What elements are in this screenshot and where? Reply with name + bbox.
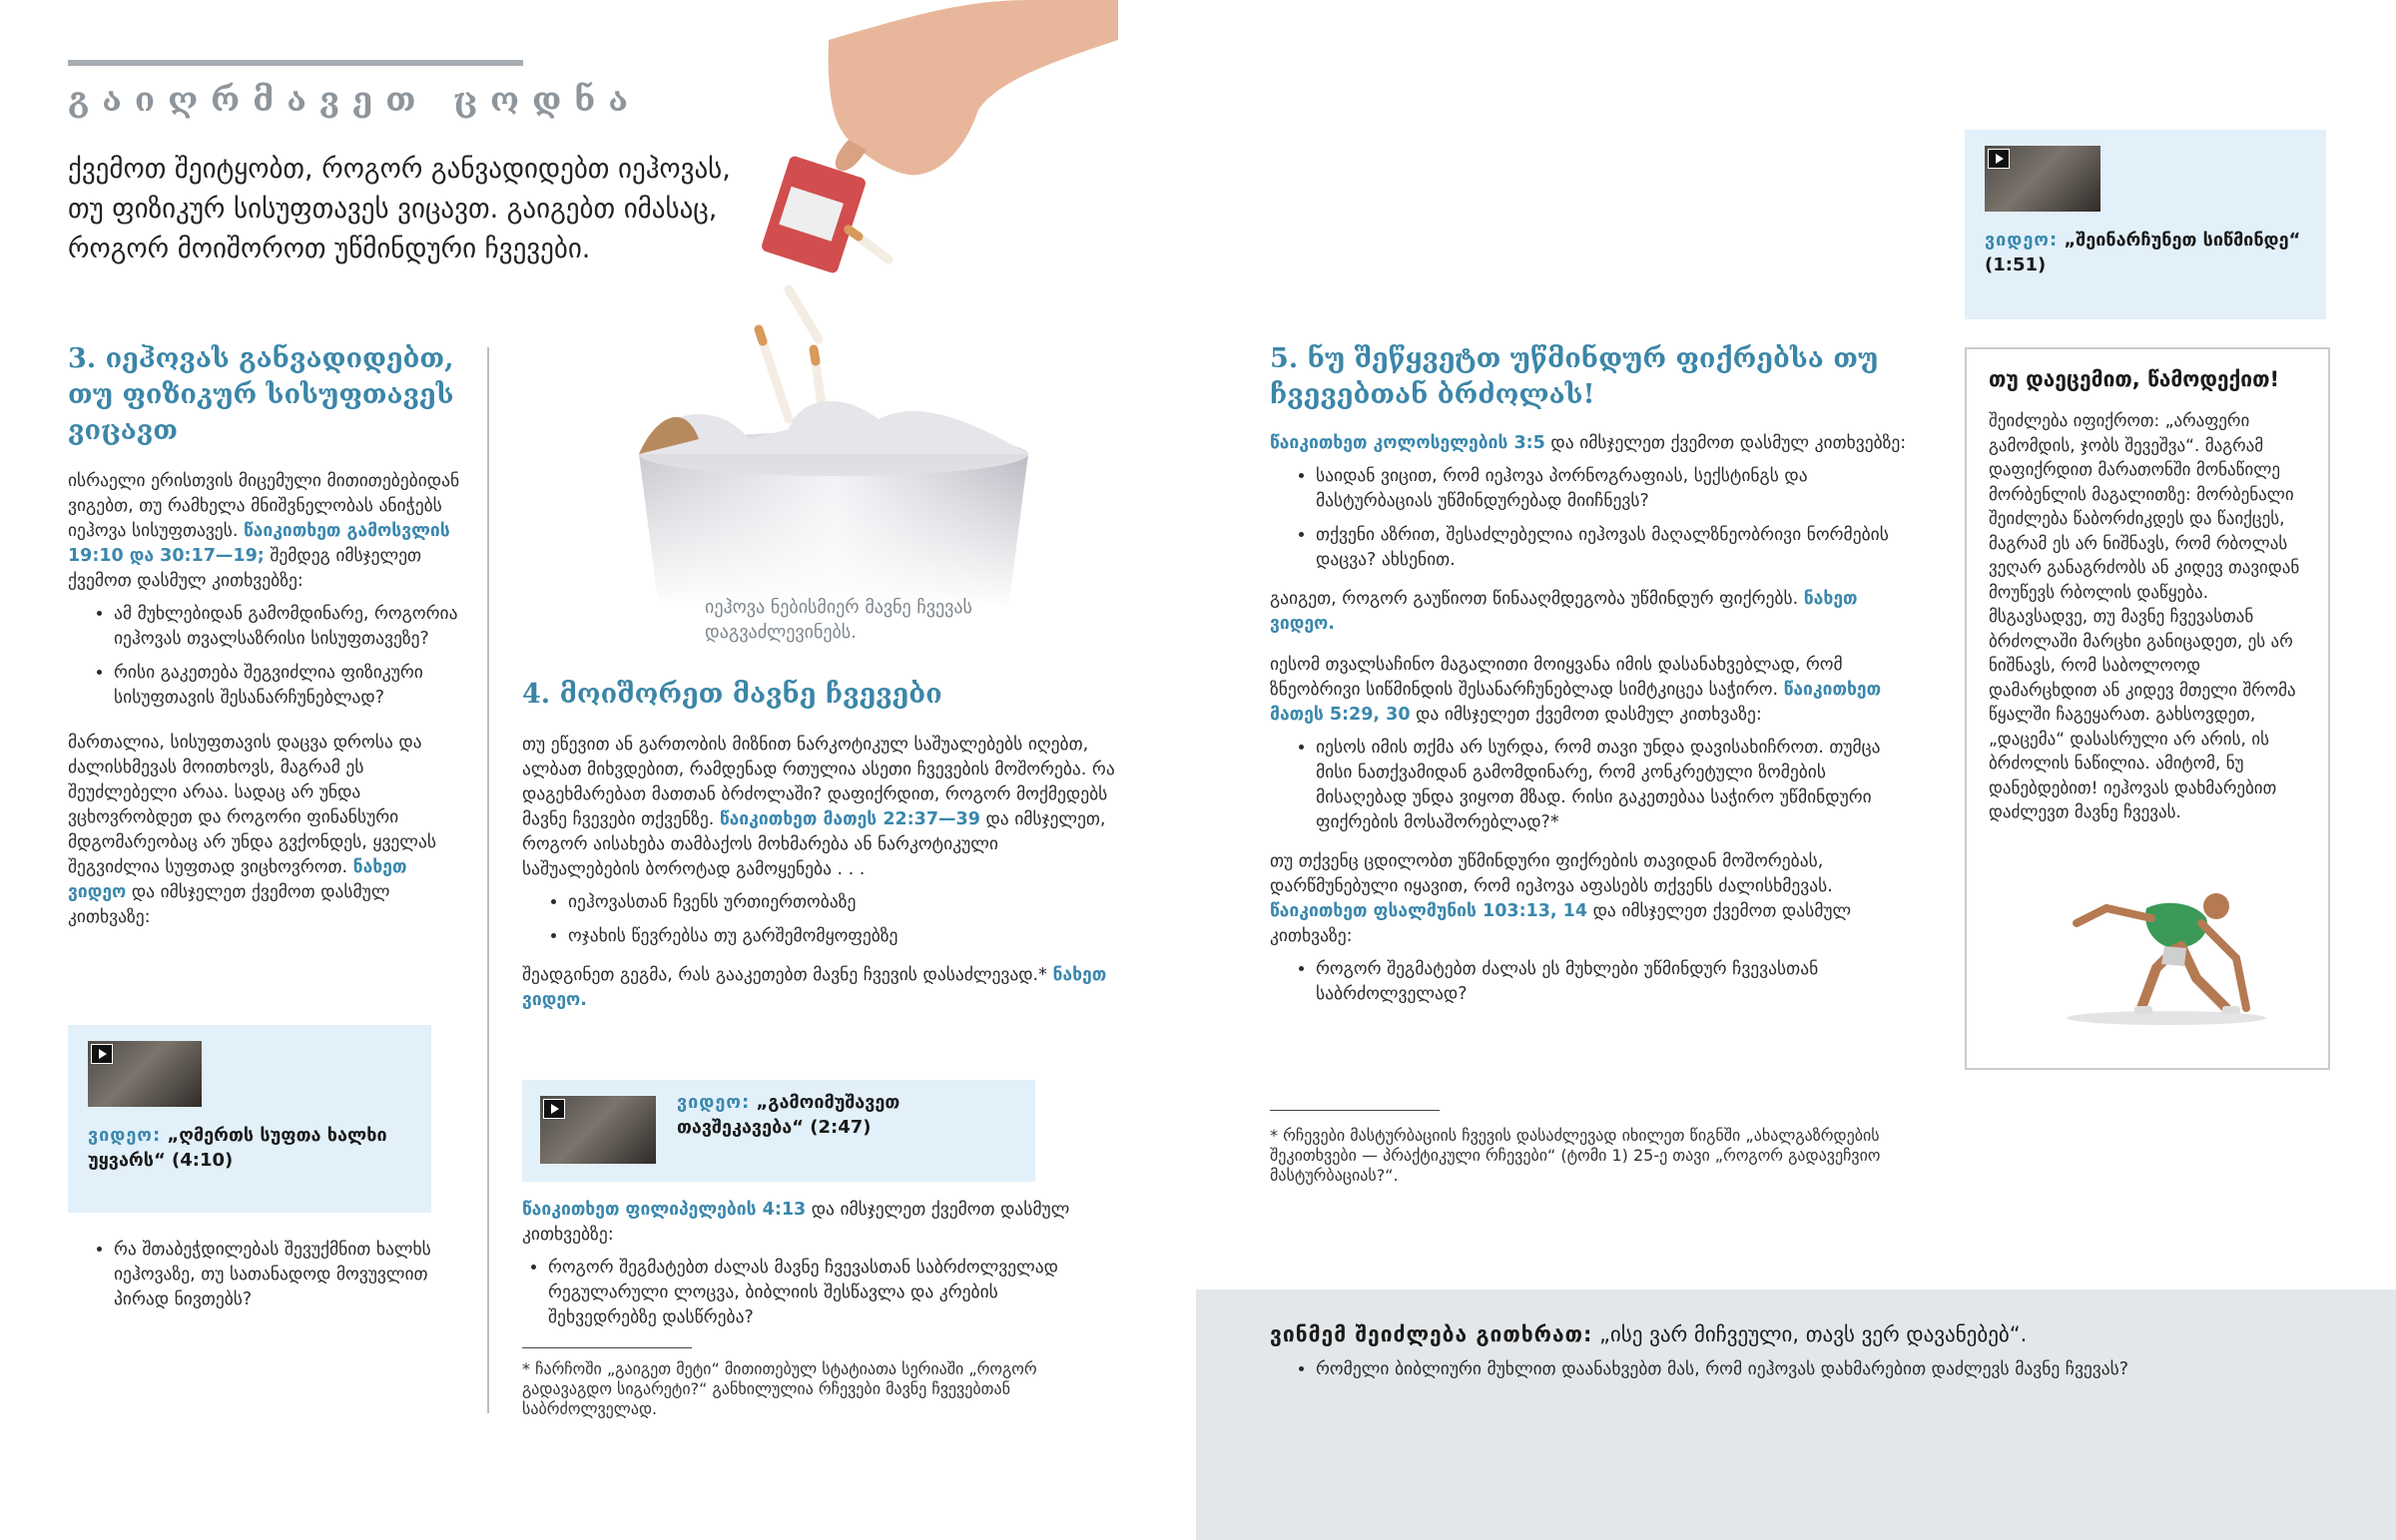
watch-video-link[interactable]: ნახეთ ვიდეო. bbox=[522, 965, 1107, 1010]
video-title: „შეინარჩუნეთ სიწმინდე“ (1:51) bbox=[1985, 230, 2301, 275]
video-label bbox=[88, 1123, 417, 1173]
read-exodus-link[interactable]: წაიკითხეთ გამოსვლის 19:10 და 30:17—19; bbox=[68, 521, 450, 566]
video-kicker: ვიდეო: bbox=[677, 1092, 751, 1113]
section-5-title: 5. ნუ შეწყვეტთ უწმინდურ ფიქრებსა თუ ჩვევებთან ბრძოლას! bbox=[1270, 343, 1879, 410]
read-matthew-5-link[interactable]: წაიკითხეთ მათეს 5:29, 30 bbox=[1270, 680, 1882, 725]
list-item: • იესოს იმის თქმა არ სურდა, რომ თავი უნდა დავისახიჩროთ. თუმცა მისი ნათქვამიდან გამომდინარე, რომ კონკრეტული ზომების მისაღებად უნდა ვიყოთ მზად. რისი გაკეთებაა საჭირო უწმინდური ფიქრების მოსაშორებლად?* bbox=[1316, 736, 1909, 835]
section-4-body-2 bbox=[522, 1198, 1111, 1339]
video-thumbnail[interactable] bbox=[540, 1096, 656, 1164]
illustration-caption: იეჰოვა ნებისმიერ მავნე ჩვევას დაგვაძლევინებს. bbox=[705, 597, 972, 643]
section-5-questions-2 bbox=[1270, 736, 1909, 835]
list-item: • როგორ შეგმატებთ ძალას მავნე ჩვევასთან საბრძოლველად რეგულარული ლოცვა, ბიბლიის შესწავლა და კრების შეხვედრებზე დასწრება? bbox=[548, 1256, 1111, 1330]
video-title: „ღმერთს სუფთა ხალხი უყვარს“ (4:10) bbox=[88, 1125, 387, 1171]
intro-text: ქვემოთ შეიტყობთ, როგორ განვადიდებთ იეჰოვას, თუ ფიზიკურ სისუფთავეს ვიცავთ. გაიგებთ იმასაც, როგორ მოიშოროთ უწმინდური ჩვევები. bbox=[68, 154, 731, 264]
bottom-quote-line bbox=[1270, 1319, 2027, 1349]
video-card-keep-clean[interactable] bbox=[1965, 130, 2326, 319]
section-4 bbox=[522, 677, 1121, 1013]
list-item: • იეჰოვასთან ჩვენს ურთიერთობაზე bbox=[568, 890, 1121, 915]
section-5-questions-3 bbox=[1270, 957, 1909, 1007]
sidebar-box-get-up bbox=[1965, 347, 2330, 1070]
section-3 bbox=[68, 341, 465, 930]
video-title: „გამოიმუშავეთ თავშეკავება“ (2:47) bbox=[677, 1092, 900, 1138]
video-card-self-control[interactable] bbox=[522, 1080, 1035, 1182]
list-item: • რა შთაბეჭდილებას შევუქმნით ხალხს იეჰოვაზე, თუ სათანადოდ მოვუვლით პირად ნივთებს? bbox=[114, 1238, 467, 1312]
footnote-masturbation: * რჩევები მასტურბაციის ჩვევის დასაძლევად იხილეთ წიგნში „ახალგაზრდების შეკითხვები — პრაქტიკული რჩევები“ (ტომი 1) 25-ე თავი „როგორ გადავეჩვიო მასტურბაციას?“. bbox=[1270, 1126, 1881, 1185]
video-label bbox=[1985, 228, 2314, 277]
read-colossians-link[interactable]: წაიკითხეთ კოლოსელების 3:5 bbox=[1270, 433, 1545, 453]
section-3-text-2-after: და იმსჯელეთ ქვემოთ დასმულ კითხვაზე: bbox=[68, 882, 390, 927]
video-thumbnail[interactable] bbox=[88, 1041, 202, 1107]
play-icon[interactable] bbox=[91, 1044, 113, 1064]
play-icon[interactable] bbox=[1988, 149, 2010, 169]
sidebox-text: შეიძლება იფიქროთ: „არაფერი გამომდის, ჯობს შევეშვა“. მაგრამ დაფიქრდით მარათონში მონაწილე მორბენლის მაგალითზე: მორბენალი შეიძლება წაბორძიკდეს და წაიქცეს, მაგრამ ეს არ ნიშნავს, რომ რბოლას ვეღარ განაგრძობს ან კიდევ თავიდან მოუწევს რბოლის დაწყება. მსგავსადვე, თუ მავნე ჩვევასთან ბრძოლაში მარცხი განიცადეთ, ეს არ ნიშნავს, რომ საბოლოოდ დამარცხდით ან კიდევ მთელი შრომა წყალში ჩაგეყარათ. გახსოვდეთ, „დაცემა“ დასასრული არ არის, ის ბრძოლის ნაწილია. ამიტომ, ნუ დანებდებით! იეჰოვას დახმარებით დაძლევთ მავნე ჩვევას. bbox=[1989, 411, 2300, 822]
read-psalms-link[interactable]: წაიკითხეთ ფსალმუნის 103:13, 14 bbox=[1270, 901, 1588, 921]
list-item: • ამ მუხლებიდან გამომდინარე, როგორია იეჰოვას თვალსაზრისი სისუფთავეზე? bbox=[114, 602, 465, 652]
header-rule bbox=[68, 60, 523, 66]
section-5 bbox=[1270, 341, 1909, 1016]
section-4-questions bbox=[522, 890, 1121, 949]
list-item: • რისი გაკეთება შეგვიძლია ფიზიკური სისუფთავის შესანარჩუნებლად? bbox=[114, 661, 465, 711]
section-5-questions bbox=[1270, 464, 1909, 573]
section-3-text-2: მართალია, სისუფთავის დაცვა დროსა და ძალისხმევას მოითხოვს, მაგრამ ეს შეუძლებელი არაა. სადაც არ უნდა ვცხოვრობდეთ და როგორი ფინანსური მდგომარეობაც არ უნდა გვქონდეს, ყველას შეგვიძლია სუფთად ვიცხოვროთ. bbox=[68, 733, 436, 877]
section-4-title: 4. მოიშორეთ მავნე ჩვევები bbox=[522, 679, 942, 710]
section-4-body bbox=[522, 733, 1121, 1013]
section-5-text-4: თუ თქვენც ცდილობთ უწმინდური ფიქრების თავიდან მოშორებას, დარწმუნებული იყავით, რომ იეჰოვა აფასებს თქვენს ძალისხმევას. bbox=[1270, 851, 1833, 896]
section-4-text-3: და იმსჯელეთ ქვემოთ დასმულ კითხვებზე: bbox=[522, 1200, 1070, 1245]
sidebox-title: თუ დაეცემით, წამოდექით! bbox=[1989, 367, 2280, 391]
footnote-cigarette: * ჩარჩოში „გაიგეთ მეტი“ მითითებულ სტატიათა სერიაში „როგორ გადავაგდო სიგარეტი?“ განხილულია რჩევები მავნე ჩვევებთან საბრძოლველად. bbox=[522, 1359, 1037, 1418]
video-card-clean-people[interactable] bbox=[68, 1025, 431, 1213]
bottom-label: ვინმემ შეიძლება გითხრათ: bbox=[1270, 1322, 1593, 1346]
list-item: • როგორ შეგმატებთ ძალას ეს მუხლები უწმინდურ ჩვევასთან საბრძოლველად? bbox=[1316, 957, 1909, 1007]
list-item: • რომელი ბიბლიური მუხლით დაანახვებთ მას, რომ იეჰოვას დახმარებით დაძლევს მავნე ჩვევას? bbox=[1316, 1357, 2394, 1382]
runner-illustration bbox=[2047, 868, 2286, 1028]
section-5-body bbox=[1270, 431, 1909, 1007]
list-item: • ოჯახის წევრებსა თუ გარშემომყოფებზე bbox=[568, 924, 1121, 949]
video-kicker: ვიდეო: bbox=[88, 1125, 162, 1146]
watch-video-link[interactable]: ნახეთ ვიდეო bbox=[68, 857, 407, 902]
play-icon[interactable] bbox=[543, 1099, 565, 1119]
section-3-text-after: შემდეგ იმსჯელეთ ქვემოთ დასმულ კითხვებზე: bbox=[68, 546, 422, 591]
section-5-text-2: გაიგეთ, როგორ გაუწიოთ წინააღმდეგობა უწმინდურ ფიქრებს. bbox=[1270, 589, 1804, 609]
section-3-text: ისრაელი ერისთვის მიცემული მითითებებიდან ვიგებთ, თუ რამხელა მნიშვნელობას ანიჭებს იეჰოვა სისუფთავეს. bbox=[68, 471, 460, 541]
bottom-questions bbox=[1270, 1357, 2394, 1391]
section-5-text-3-after: და იმსჯელეთ ქვემოთ დასმულ კითხვაზე: bbox=[1410, 705, 1762, 725]
section-3-questions-2 bbox=[68, 1238, 467, 1321]
section-3-questions bbox=[68, 602, 465, 711]
read-philippians-link[interactable]: წაიკითხეთ ფილიპელების 4:13 bbox=[522, 1200, 807, 1220]
list-item: • თქვენი აზრით, შესაძლებელია იეჰოვას მაღალზნეობრივი ნორმების დაცვა? ახსენით. bbox=[1316, 523, 1909, 573]
footnote-rule bbox=[1270, 1110, 1440, 1111]
video-label bbox=[677, 1090, 976, 1140]
trash-bin-illustration bbox=[599, 0, 1118, 609]
bottom-band bbox=[1196, 1289, 2396, 1540]
column-divider bbox=[487, 347, 489, 1413]
section-3-body bbox=[68, 469, 465, 930]
section-4-questions-2 bbox=[522, 1256, 1111, 1330]
section-4-text-after: და იმსჯელეთ, როგორ აისახება თამბაქოს მოხმარება ან ნარკოტიკული საშუალებების ბოროტად გამოყენება . . . bbox=[522, 809, 1106, 879]
list-item: • საიდან ვიცით, რომ იეჰოვა პორნოგრაფიას, სექსტინგს და მასტურბაციას უწმინდურებად მიიჩნევს? bbox=[1316, 464, 1909, 514]
section-5-text: და იმსჯელეთ ქვემოთ დასმულ კითხვებზე: bbox=[1544, 433, 1907, 453]
video-kicker: ვიდეო: bbox=[1985, 230, 2059, 251]
read-matthew-link[interactable]: წაიკითხეთ მათეს 22:37—39 bbox=[719, 809, 980, 829]
bottom-quote: „ისე ვარ მიჩვეული, თავს ვერ დავანებებ“. bbox=[1592, 1322, 2028, 1346]
video-thumbnail[interactable] bbox=[1985, 146, 2100, 212]
footnote-rule bbox=[522, 1347, 692, 1348]
section-5-text-4-after: და იმსჯელეთ ქვემოთ დასმულ კითხვაზე: bbox=[1270, 901, 1852, 946]
section-5-text-3: იესომ თვალსაჩინო მაგალითი მოიყვანა იმის დასანახვებლად, რომ ზნეობრივი სიწმინდის შესანარჩუნებლად სიმტკიცეა საჭირო. bbox=[1270, 655, 1843, 700]
watch-video-link[interactable]: ნახეთ ვიდეო. bbox=[1270, 589, 1858, 634]
eyebrow-title: გაიღრმავეთ ცოდნა bbox=[68, 80, 641, 119]
section-3-title: 3. იეჰოვას განვადიდებთ, თუ ფიზიკურ სისუფთავეს ვიცავთ bbox=[68, 343, 454, 446]
section-4-text: თუ ეწევით ან გართობის მიზნით ნარკოტიკულ საშუალებებს იღებთ, ალბათ მიხვდებით, რამდენად რთულია ასეთი ჩვევების მოშორება. რა დაგეხმარებათ მათთან ბრძოლაში? დაფიქრდით, როგორ მოქმედებს მავნე ჩვევები თქვენზე. bbox=[522, 735, 1115, 829]
section-4-text-2: შეადგინეთ გეგმა, რას გააკეთებთ მავნე ჩვევის დასაძლევად.* bbox=[522, 965, 1053, 985]
